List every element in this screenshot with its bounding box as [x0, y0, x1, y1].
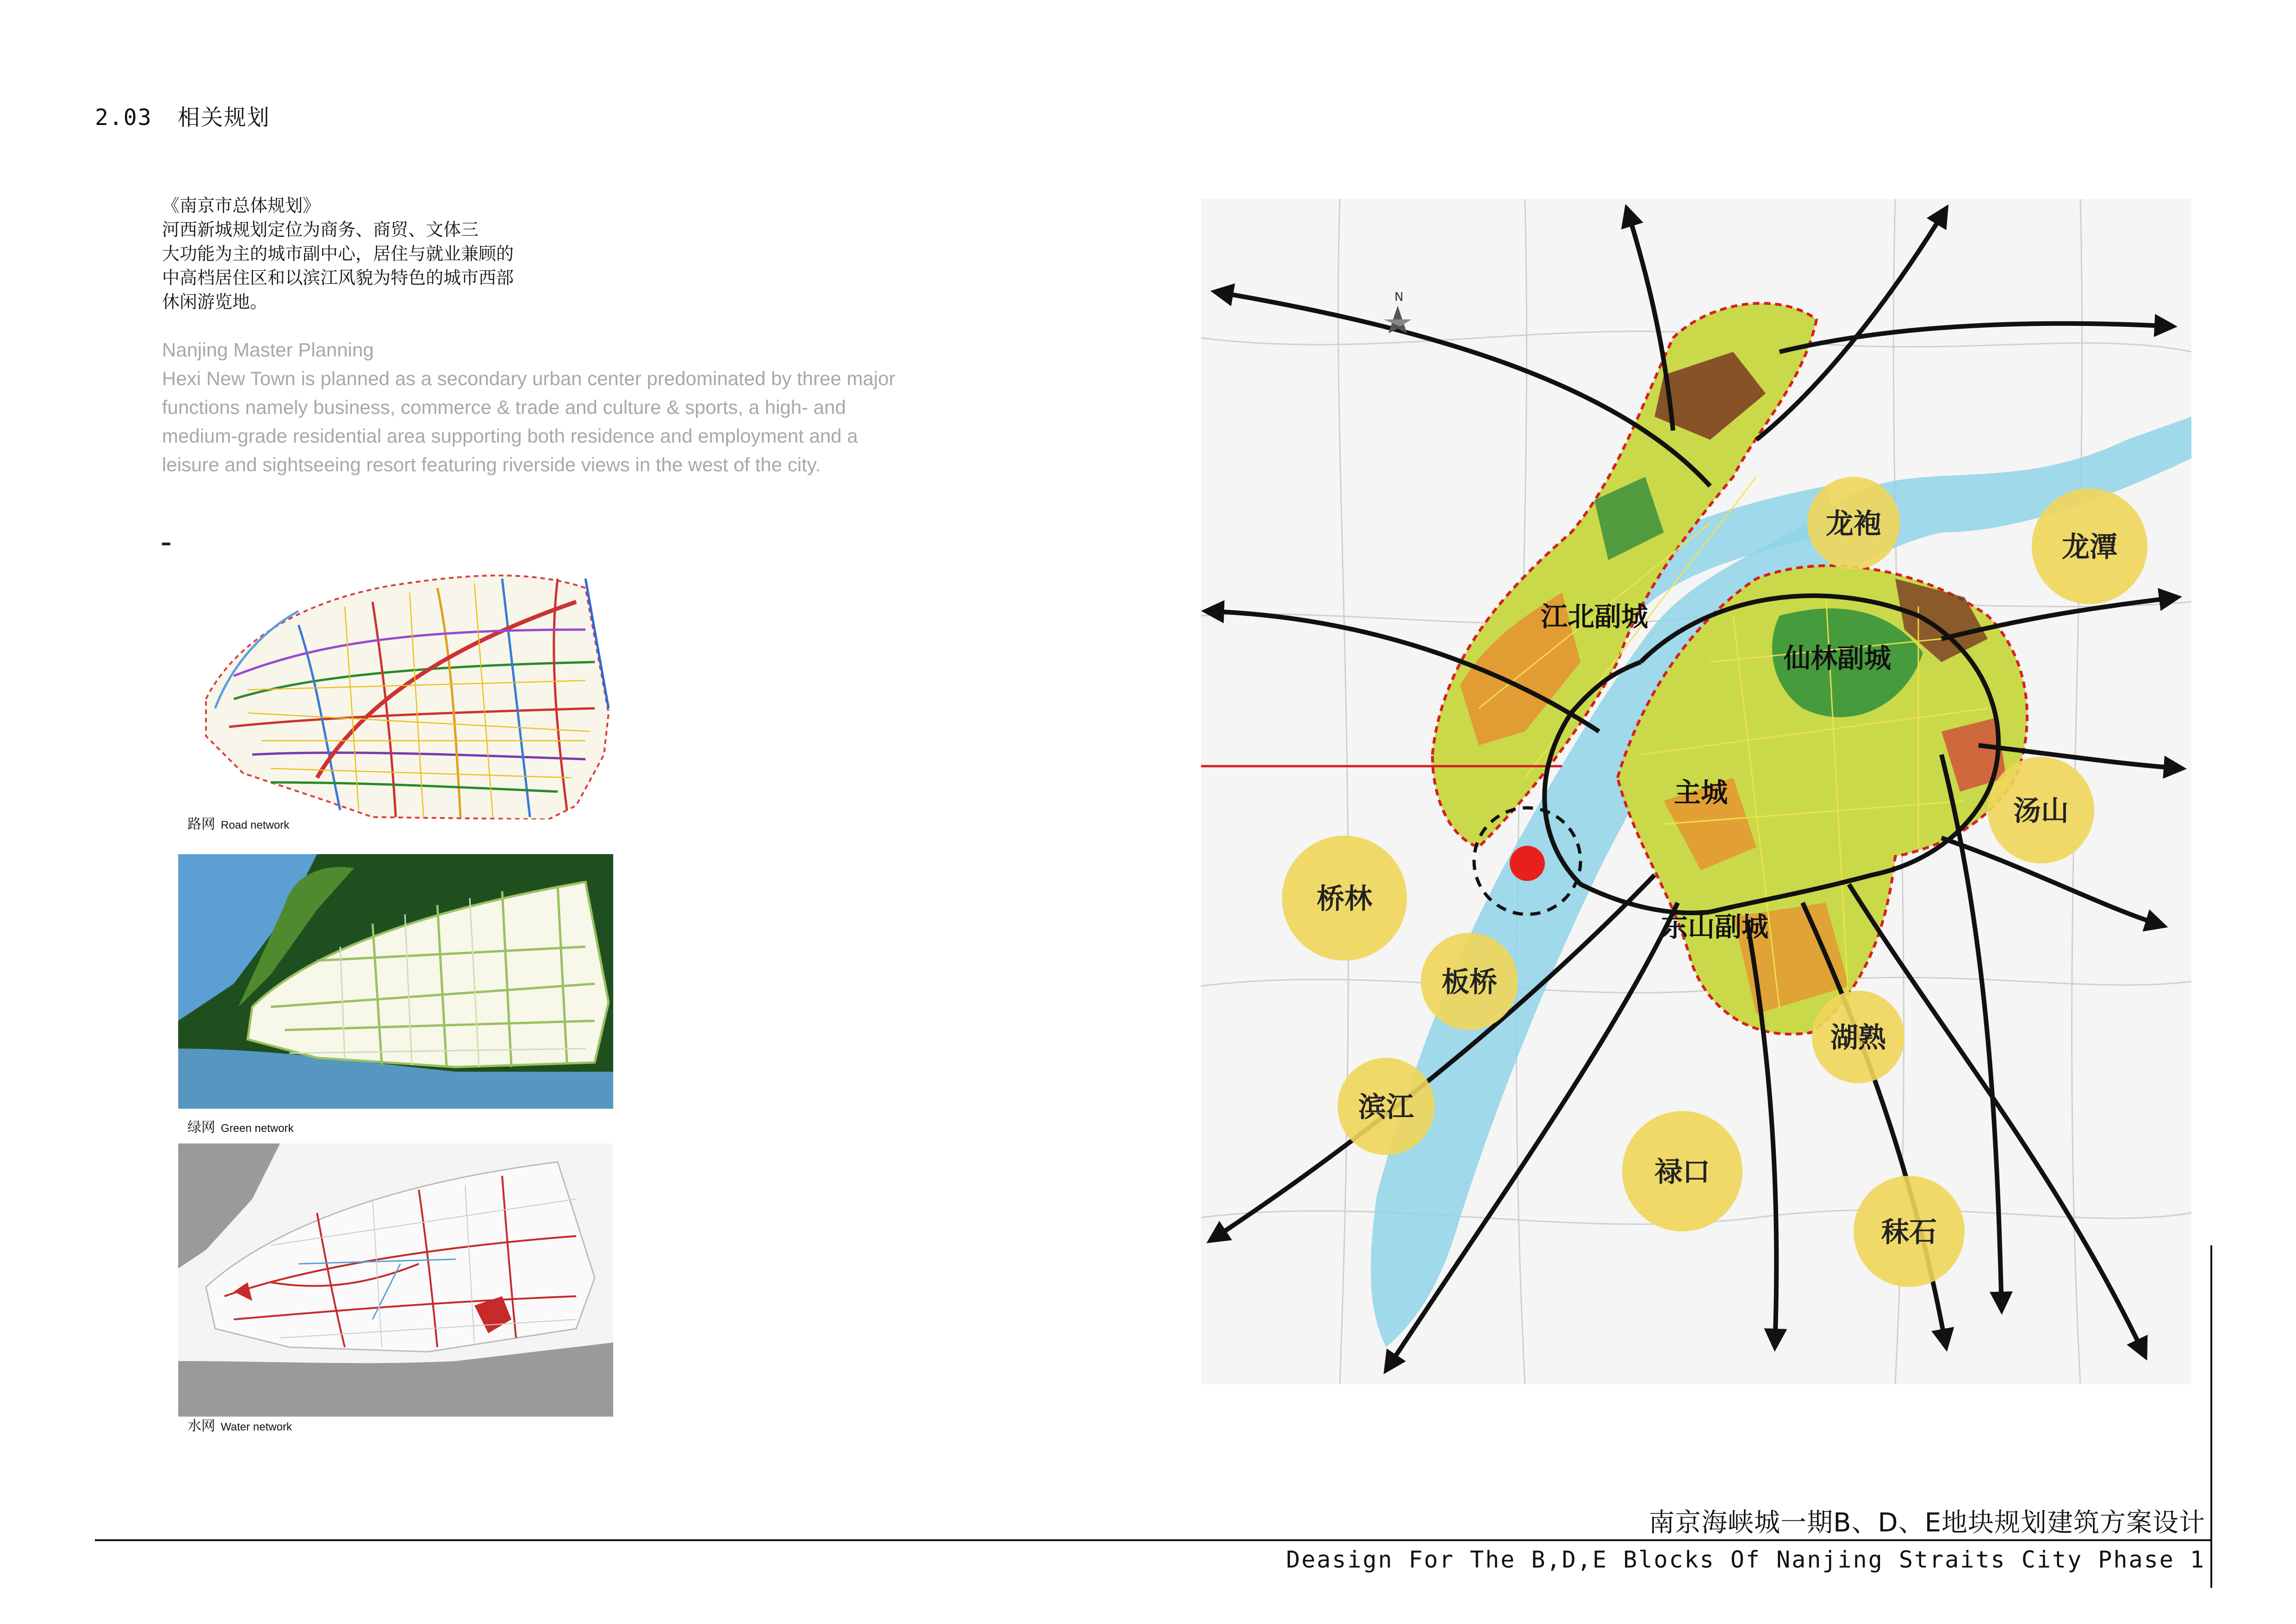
- green-network-map: [178, 854, 613, 1113]
- satellite-label: 龙潭: [2062, 531, 2117, 563]
- satellite-longpao: [1807, 477, 1900, 569]
- footer-title-cn: 南京海峡城一期B、D、E地块规划建筑方案设计: [1649, 1508, 2205, 1538]
- caption-cn: 绿网: [187, 1119, 215, 1136]
- satellite-label: 汤山: [2013, 795, 2069, 827]
- section-heading: [95, 100, 270, 131]
- nanjing-master-plan-map: [1201, 199, 2191, 1384]
- satellite-binjiang: [1338, 1058, 1435, 1155]
- satellite-longtan: [2032, 488, 2147, 604]
- satellite-lukou: [1622, 1111, 1742, 1231]
- green-network-panel: [178, 854, 613, 1136]
- satellite-label: 板桥: [1442, 966, 1497, 999]
- caption-en: Green network: [221, 1122, 294, 1135]
- footer-title-en: Deasign For The B,D,E Blocks Of Nanjing Straits City Phase 1: [1286, 1546, 2205, 1573]
- description-cn-line: 河西新城规划定位为商务、商贸、文体三: [162, 219, 479, 240]
- satellite-label: 湖熟: [1830, 1022, 1886, 1054]
- description-cn-line: 中高档居住区和以滨江风貌为特色的城市西部: [162, 268, 514, 288]
- satellite-tangshan: [1988, 757, 2094, 863]
- caption-cn: 路网: [187, 816, 215, 832]
- satellite-label: 桥林: [1317, 883, 1372, 915]
- district-label-main-city: 主城: [1674, 777, 1728, 808]
- caption-en: Road network: [221, 819, 290, 831]
- water-network-caption: [187, 1414, 292, 1435]
- green-network-caption: [187, 1116, 293, 1136]
- road-network-panel: [178, 560, 613, 832]
- satellite-label: 龙袍: [1826, 508, 1881, 540]
- description-cn-line: 大功能为主的城市副中心，居住与就业兼顾的: [162, 244, 514, 264]
- caption-en: Water network: [221, 1421, 292, 1433]
- satellite-label: 滨江: [1358, 1091, 1414, 1124]
- satellite-label: 禄口: [1655, 1156, 1710, 1188]
- road-network-map: [178, 560, 613, 819]
- water-network-panel: [178, 1143, 613, 1434]
- footer-divider: [95, 1539, 2212, 1541]
- description-cn-line: 《南京市总体规划》: [162, 195, 321, 216]
- decorative-tick: [162, 543, 170, 545]
- master-plan-svg: [1201, 199, 2191, 1384]
- satellite-moshi: [1854, 1176, 1965, 1287]
- district-label-dongshan: 东山副城: [1661, 911, 1769, 943]
- description-en-title: Nanjing Master Planning: [162, 339, 374, 361]
- description-en-line: functions namely business, commerce & trade and culture & sports, a high- and: [162, 396, 846, 418]
- description-cn: [162, 194, 579, 314]
- caption-cn: 水网: [187, 1418, 215, 1434]
- section-number: 2.03: [95, 105, 152, 131]
- satellite-banqiao: [1421, 933, 1518, 1030]
- description-cn-line: 休闲游览地。: [162, 292, 268, 312]
- section-title: 相关规划: [177, 105, 270, 131]
- site-marker: [1510, 846, 1545, 881]
- district-label-jiangbei: 江北副城: [1540, 601, 1649, 632]
- description-en-line: Hexi New Town is planned as a secondary urban center predominated by three major: [162, 368, 896, 389]
- water-network-map: [178, 1143, 613, 1417]
- footer-vertical-rule: [2210, 1245, 2212, 1588]
- satellite-hushu: [1812, 991, 1904, 1083]
- road-network-caption: [187, 812, 289, 833]
- svg-text:N: N: [1394, 290, 1404, 304]
- satellite-label: 秣石: [1881, 1216, 1937, 1249]
- description-en-line: medium-grade residential area supporting both residence and employment and a: [162, 425, 858, 447]
- description-en: [162, 336, 995, 479]
- description-en-line: leisure and sightseeing resort featuring riverside views in the west of the city.: [162, 454, 821, 475]
- satellite-qiaolin: [1282, 836, 1407, 961]
- district-label-xianlin: 仙林副城: [1783, 643, 1892, 674]
